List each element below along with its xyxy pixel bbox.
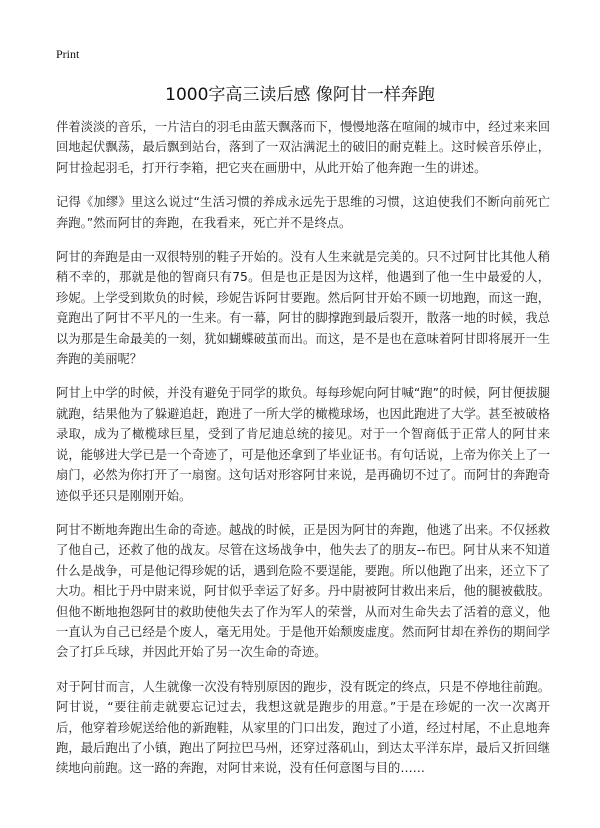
paragraph: 阿甘上中学的时候，并没有避免于同学的欺负。每每珍妮向阿甘喊“跑”的时候，阿甘便拔腿就跑，结果他为了躲避追赶，跑进了一所大学的橄榄球场，也因此跑进了大学。甚至被破格录取，成为了橄榄球巨星，受到了肯尼迪总统的接见。对于一个智商低于正常人的阿甘来说，能够进大学已是一个奇迹了，可是他还拿到了毕业证书。有句话说，上帝为你关上了一扇门，必然为你打开了一扇窗。这句话对形容阿甘来说，是再确切不过了。而阿甘的奔跑奇迹似乎还只是刚刚开始。	[56, 386, 550, 503]
paragraph: 对于阿甘而言，人生就像一次没有特别原因的跑步，没有既定的终点，只是不停地往前跑。阿甘说，“要往前走就要忘记过去，我想这就是跑步的用意。”于是在珍妮的一次一次离开后，他穿着珍妮送给他的新跑鞋，从家里的门口出发，跑过了小道，经过村尾，不止息地奔跑，最后跑出了小镇，跑出了阿拉巴马州，还穿过落矶山，到达太平洋东岸，最后又折回继续地向前跑。这一路的奔跑，对阿甘来说，没有任何意图与目的……	[56, 679, 550, 776]
page-title: 1000字高三读后感 像阿甘一样奔跑	[165, 85, 435, 105]
paragraph: 阿甘不断地奔跑出生命的奇迹。越战的时候，正是因为阿甘的奔跑，他逃了出来。不仅拯救了他自己，还救了他的战友。尽管在这场战争中，他失去了的朋友--布巴。阿甘从来不知道什么是战争，可是他记得珍妮的话，遇到危险不要逞能，要跑。所以他跑了出来，还立下了大功。相比于丹中尉来说，阿甘似乎幸运了好多。丹中尉被阿甘救出来后，他的腿被截肢。但他不断地抱怨阿甘的救助使他失去了作为军人的荣誉，从而对生命失去了活着的意义，他一直认为自己已经是个废人，毫无用处。于是他开始颓废虚度。然而阿甘却在养伤的期间学会了打乒乓球，并因此开始了另一次生命的奇迹。	[56, 522, 550, 660]
paragraph: 记得《加缪》里这么说过“生活习惯的养成永远先于思维的习惯，这迫使我们不断向前死亡奔跑。”然而阿甘的奔跑，在我看来，死亡并不是终点。	[56, 195, 550, 230]
print-link[interactable]: Print	[56, 47, 80, 61]
paragraph: 阿甘的奔跑是由一双很特别的鞋子开始的。没有人生来就是完美的。只不过阿甘比其他人稍稍不幸的，那就是他的智商只有75。但是也正是因为这样，他遇到了他一生中最爱的人，珍妮。上学受到欺负的时候，珍妮告诉阿甘要跑。然后阿甘开始不顾一切地跑，而这一跑，竟跑出了阿甘不平凡的一生来。有一幕，阿甘的脚撑跑到最后裂开，散落一地的时候，我总以为那是生命最美的一刻，犹如蝴蝶破茧而出。而这，是不是也在意味着阿甘即将展开一生奔跑的美丽呢？	[56, 250, 550, 367]
paragraph: 伴着淡淡的音乐，一片洁白的羽毛由蓝天飘落而下，慢慢地落在喧闹的城市中，经过来来回回地起伏飘荡，最后飘到站台，落到了一双沾满泥土的破旧的耐克鞋上。这时候音乐停止，阿甘捡起羽毛，打开行李箱，把它夹在画册中，从此开始了他奔跑一生的讲述。	[56, 120, 550, 175]
article-body	[56, 117, 550, 793]
